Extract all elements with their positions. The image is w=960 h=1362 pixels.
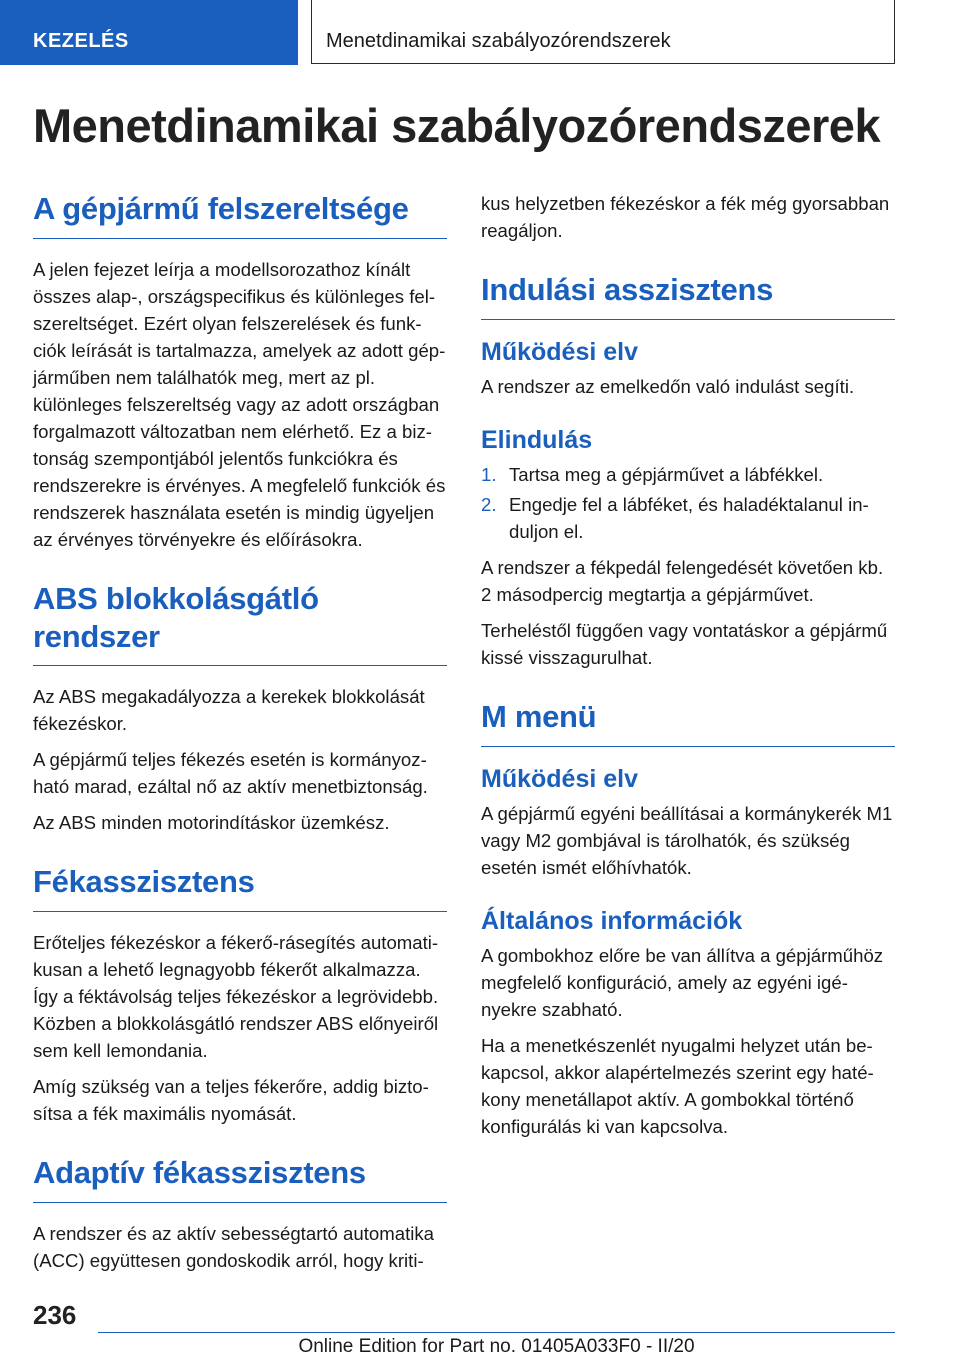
brake-assist-paragraph-2: Amíg szükség van a teljes fékerőre, addig biztosítsa a fék maximális nyomását. [33, 1076, 429, 1125]
right-column [481, 190, 895, 1149]
subheading-general-info: Általános információk [481, 906, 743, 935]
abs-paragraph-2: A gépjármű teljes fékezés esetén is kormányozható marad, ezáltal nő az aktív menetbiztonság. [33, 749, 428, 798]
page-number: 236 [33, 1300, 77, 1330]
footer-divider [98, 1332, 895, 1333]
m-menu-principle-text: A gépjármű egyéni beállításai a kormánykerék M1 vagy M2 gombjával is tárolhatók, és szükség esetén ismét előhívhatók. [481, 802, 893, 878]
abs-paragraph-1: Az ABS megakadályozza a kerekek blokkolását fékezéskor. [33, 686, 425, 735]
starting-steps-list [481, 461, 895, 545]
subheading-principle: Működési elv [481, 337, 638, 366]
general-info-paragraph-2: Ha a menetkészenlét nyugalmi helyzet után bekapcsol, akkor alapértelmezés szerint egy hatékony menetállapot aktív. A gombokkal történő konfigurálás ki van kapcsolva. [481, 1034, 874, 1137]
hill-start-paragraph-2: Terheléstől függően vagy vontatáskor a gépjármű kissé visszagurulhat. [481, 619, 888, 668]
left-column [33, 190, 447, 1283]
heading-abs: ABS blokkolásgátló rendszer [33, 580, 447, 667]
hill-start-principle-text: A rendszer az emelkedőn való indulást segíti. [481, 375, 855, 397]
list-item [481, 491, 895, 545]
equipment-paragraph: A jelen fejezet leírja a modellsorozathoz kínált összes alap-, országspecifikus és különleges felszereltséget. Ezért olyan felszerelések és funkciók leírását is tartalmazza, amelyek az adott gépjárműben nem találhatók meg, mert az pl. különleges felszereltség vagy az adott országban forgalmazott változatban nem elérhető. Ez a biztonság szempontjából jelentős funkciókra és rendszerekre is érvényes. A megfelelő funkciók és rendszerek használata esetén is mindig ügyeljen az érvényes törvényekre és előírásokra. [33, 258, 446, 550]
header-title-box [311, 0, 895, 64]
general-info-paragraph-1: A gombokhoz előre be van állítva a gépjárműhöz megfelelő konfiguráció, amely az egyéni igényekre szabható. [481, 944, 884, 1020]
heading-equipment: A gépjármű felszereltsége [33, 190, 447, 239]
header-section-label: KEZELÉS [33, 30, 129, 52]
header-section-tab [0, 0, 298, 65]
hill-start-paragraph-1: A rendszer a fékpedál felengedését követően kb. 2 másodpercig megtartja a gépjárművet. [481, 556, 884, 605]
brake-assist-paragraph-1: Erőteljes fékezéskor a fékerő-rásegítés automatikusan a lehető legnagyobb fékerőt alkalmazza. Így a féktávolság teljes fékezéskor a legrövidebb. Közben a blokkolásgátló rendszer ABS előnyeiről sem kell lemondania. [33, 932, 439, 1062]
step-text: Engedje fel a lábféket, és haladéktalanul induljon el. [509, 493, 869, 542]
header-title: Menetdinamikai szabályozórendszerek [326, 30, 671, 52]
subheading-starting: Elindulás [481, 425, 593, 454]
heading-hill-start-assist: Indulási asszisztens [481, 271, 895, 320]
adaptive-paragraph-continued: kus helyzetben fékezéskor a fék még gyorsabban reagáljon. [481, 193, 890, 241]
page-title: Menetdinamikai szabályozórendszerek [33, 99, 881, 152]
footer-edition: Online Edition for Part no. 01405A033F0 - II/20 [298, 1336, 695, 1357]
step-text: Tartsa meg a gépjárművet a lábfékkel. [509, 463, 824, 485]
heading-brake-assist: Fékasszisztens [33, 863, 447, 912]
list-item [481, 461, 895, 488]
heading-adaptive-brake-assist: Adaptív fékasszisztens [33, 1154, 447, 1203]
abs-paragraph-3: Az ABS minden motorindításkor üzemkész. [33, 812, 390, 834]
heading-m-menu: M menü [481, 698, 895, 747]
step-number: 1. [481, 463, 497, 485]
adaptive-paragraph: A rendszer és az aktív sebességtartó automatika (ACC) együttesen gondoskodik arról, hogy kriti- [33, 1223, 435, 1272]
step-number: 2. [481, 493, 497, 515]
subheading-m-principle: Működési elv [481, 764, 638, 793]
